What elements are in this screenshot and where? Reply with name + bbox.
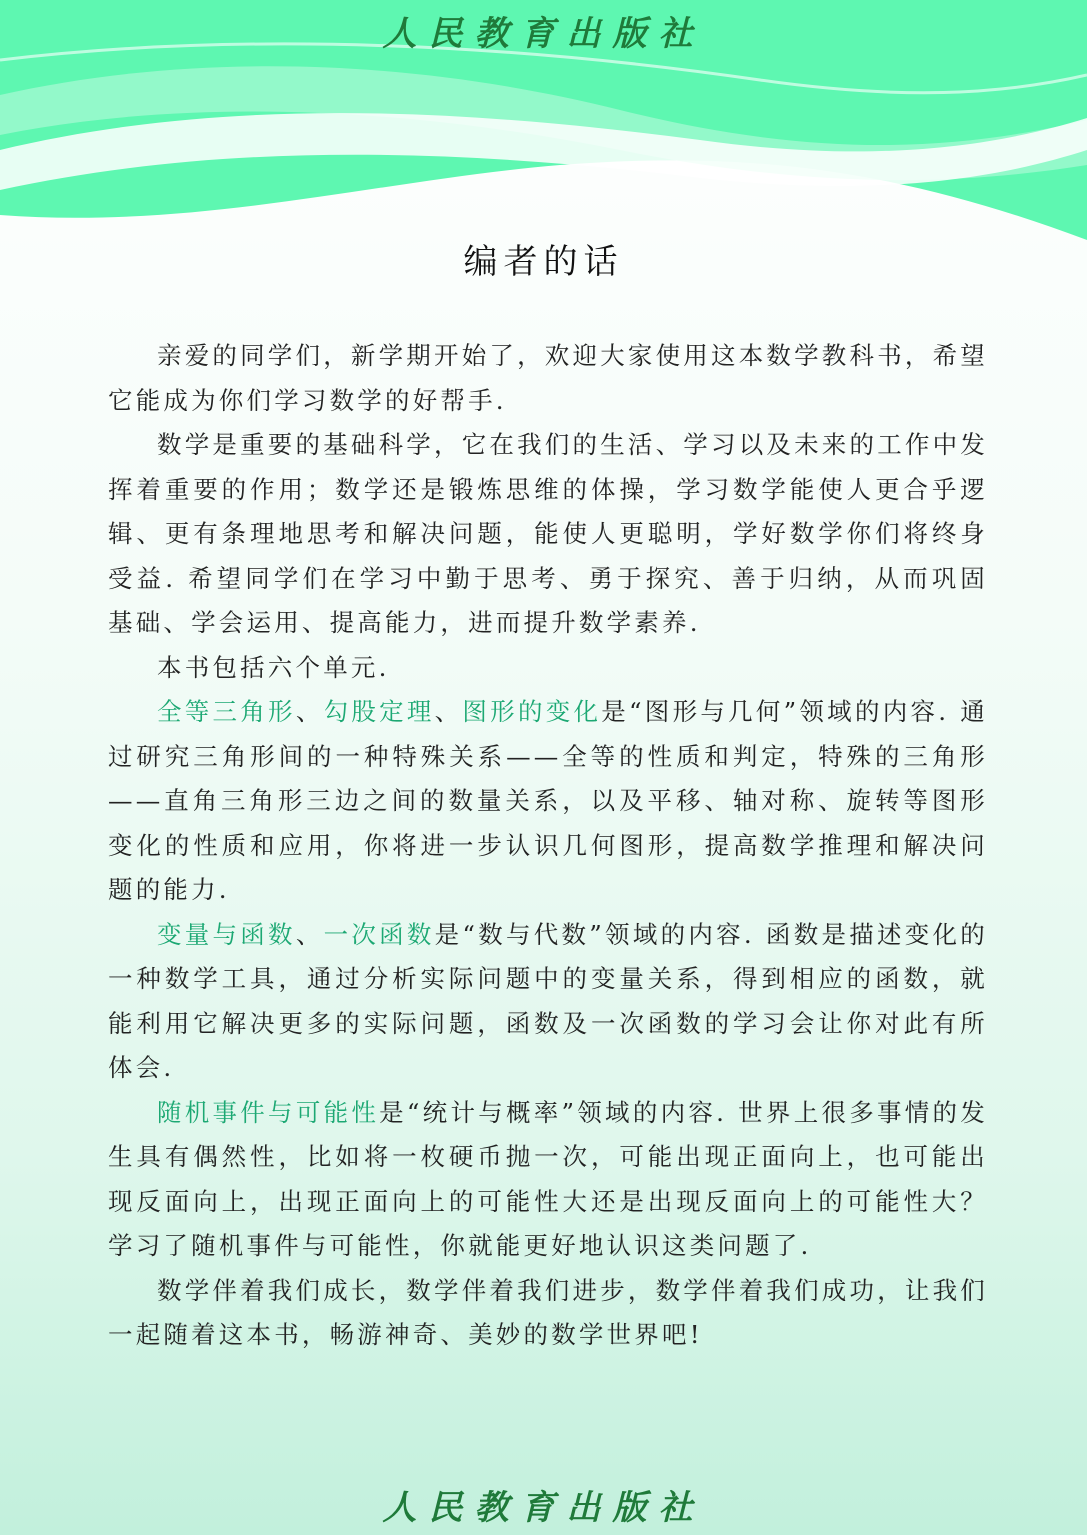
page-title: 编者的话: [463, 242, 624, 282]
paragraph-5: 变量与函数、一次函数是“数与代数”领域的内容. 函数是描述变化的一种数学工具，通过分析实际问题中的变量关系，得到相应的函数，就能利用它解决更多的实际问题，函数及一次函数的学习会让你对此有所体会.: [108, 919, 988, 1082]
publisher-logo-top: 人民教育出版社: [382, 14, 705, 54]
preface-body: [108, 334, 988, 1358]
paragraph-2: 数学是重要的基础科学，它在我们的生活、学习以及未来的工作中发挥着重要的作用；数学还是锻炼思维的体操，学习数学能使人更合乎逻辑、更有条理地思考和解决问题，能使人更聪明，学好数学你们将终身受益. 希望同学们在学习中勤于思考、勇于探究、善于归纳，从而巩固基础、学会运用、提高能力，进而提升数学素养.: [108, 430, 988, 637]
paragraph-3: 本书包括六个单元.: [157, 652, 390, 682]
unit-title: 随机事件与可能性: [157, 1097, 380, 1127]
paragraph-1: 亲爱的同学们，新学期开始了，欢迎大家使用这本数学教科书，希望它能成为你们学习数学的好帮手.: [108, 341, 988, 415]
paragraph-7: 数学伴着我们成长，数学伴着我们进步，数学伴着我们成功，让我们一起随着这本书，畅游神奇、美妙的数学世界吧!: [108, 1275, 988, 1349]
paragraph-6: 随机事件与可能性是“统计与概率”领域的内容. 世界上很多事情的发生具有偶然性，比如将一枚硬币抛一次，可能出现正面向上，也可能出现反面向上，出现正面向上的可能性大还是出现反面向上的可能性大？学习了随机事件与可能性，你就能更好地认识这类问题了.: [108, 1097, 988, 1260]
publisher-logo-bottom: 人民教育出版社: [382, 1488, 705, 1528]
unit-title: 图形的变化: [462, 697, 602, 726]
unit-title: 变量与函数: [157, 919, 296, 949]
unit-title: 勾股定理: [323, 697, 435, 726]
paragraph-4: 全等三角形、勾股定理、图形的变化是“图形与几何”领域的内容. 通过研究三角形间的一种特殊关系——全等的性质和判定，特殊的三角形——直角三角形三边之间的数量关系，以及平移、轴对称、旋转等图形变化的性质和应用，你将进一步认识几何图形，提高数学推理和解决问题的能力.: [108, 697, 988, 904]
unit-title: 全等三角形: [157, 697, 296, 726]
unit-title: 一次函数: [323, 919, 435, 949]
